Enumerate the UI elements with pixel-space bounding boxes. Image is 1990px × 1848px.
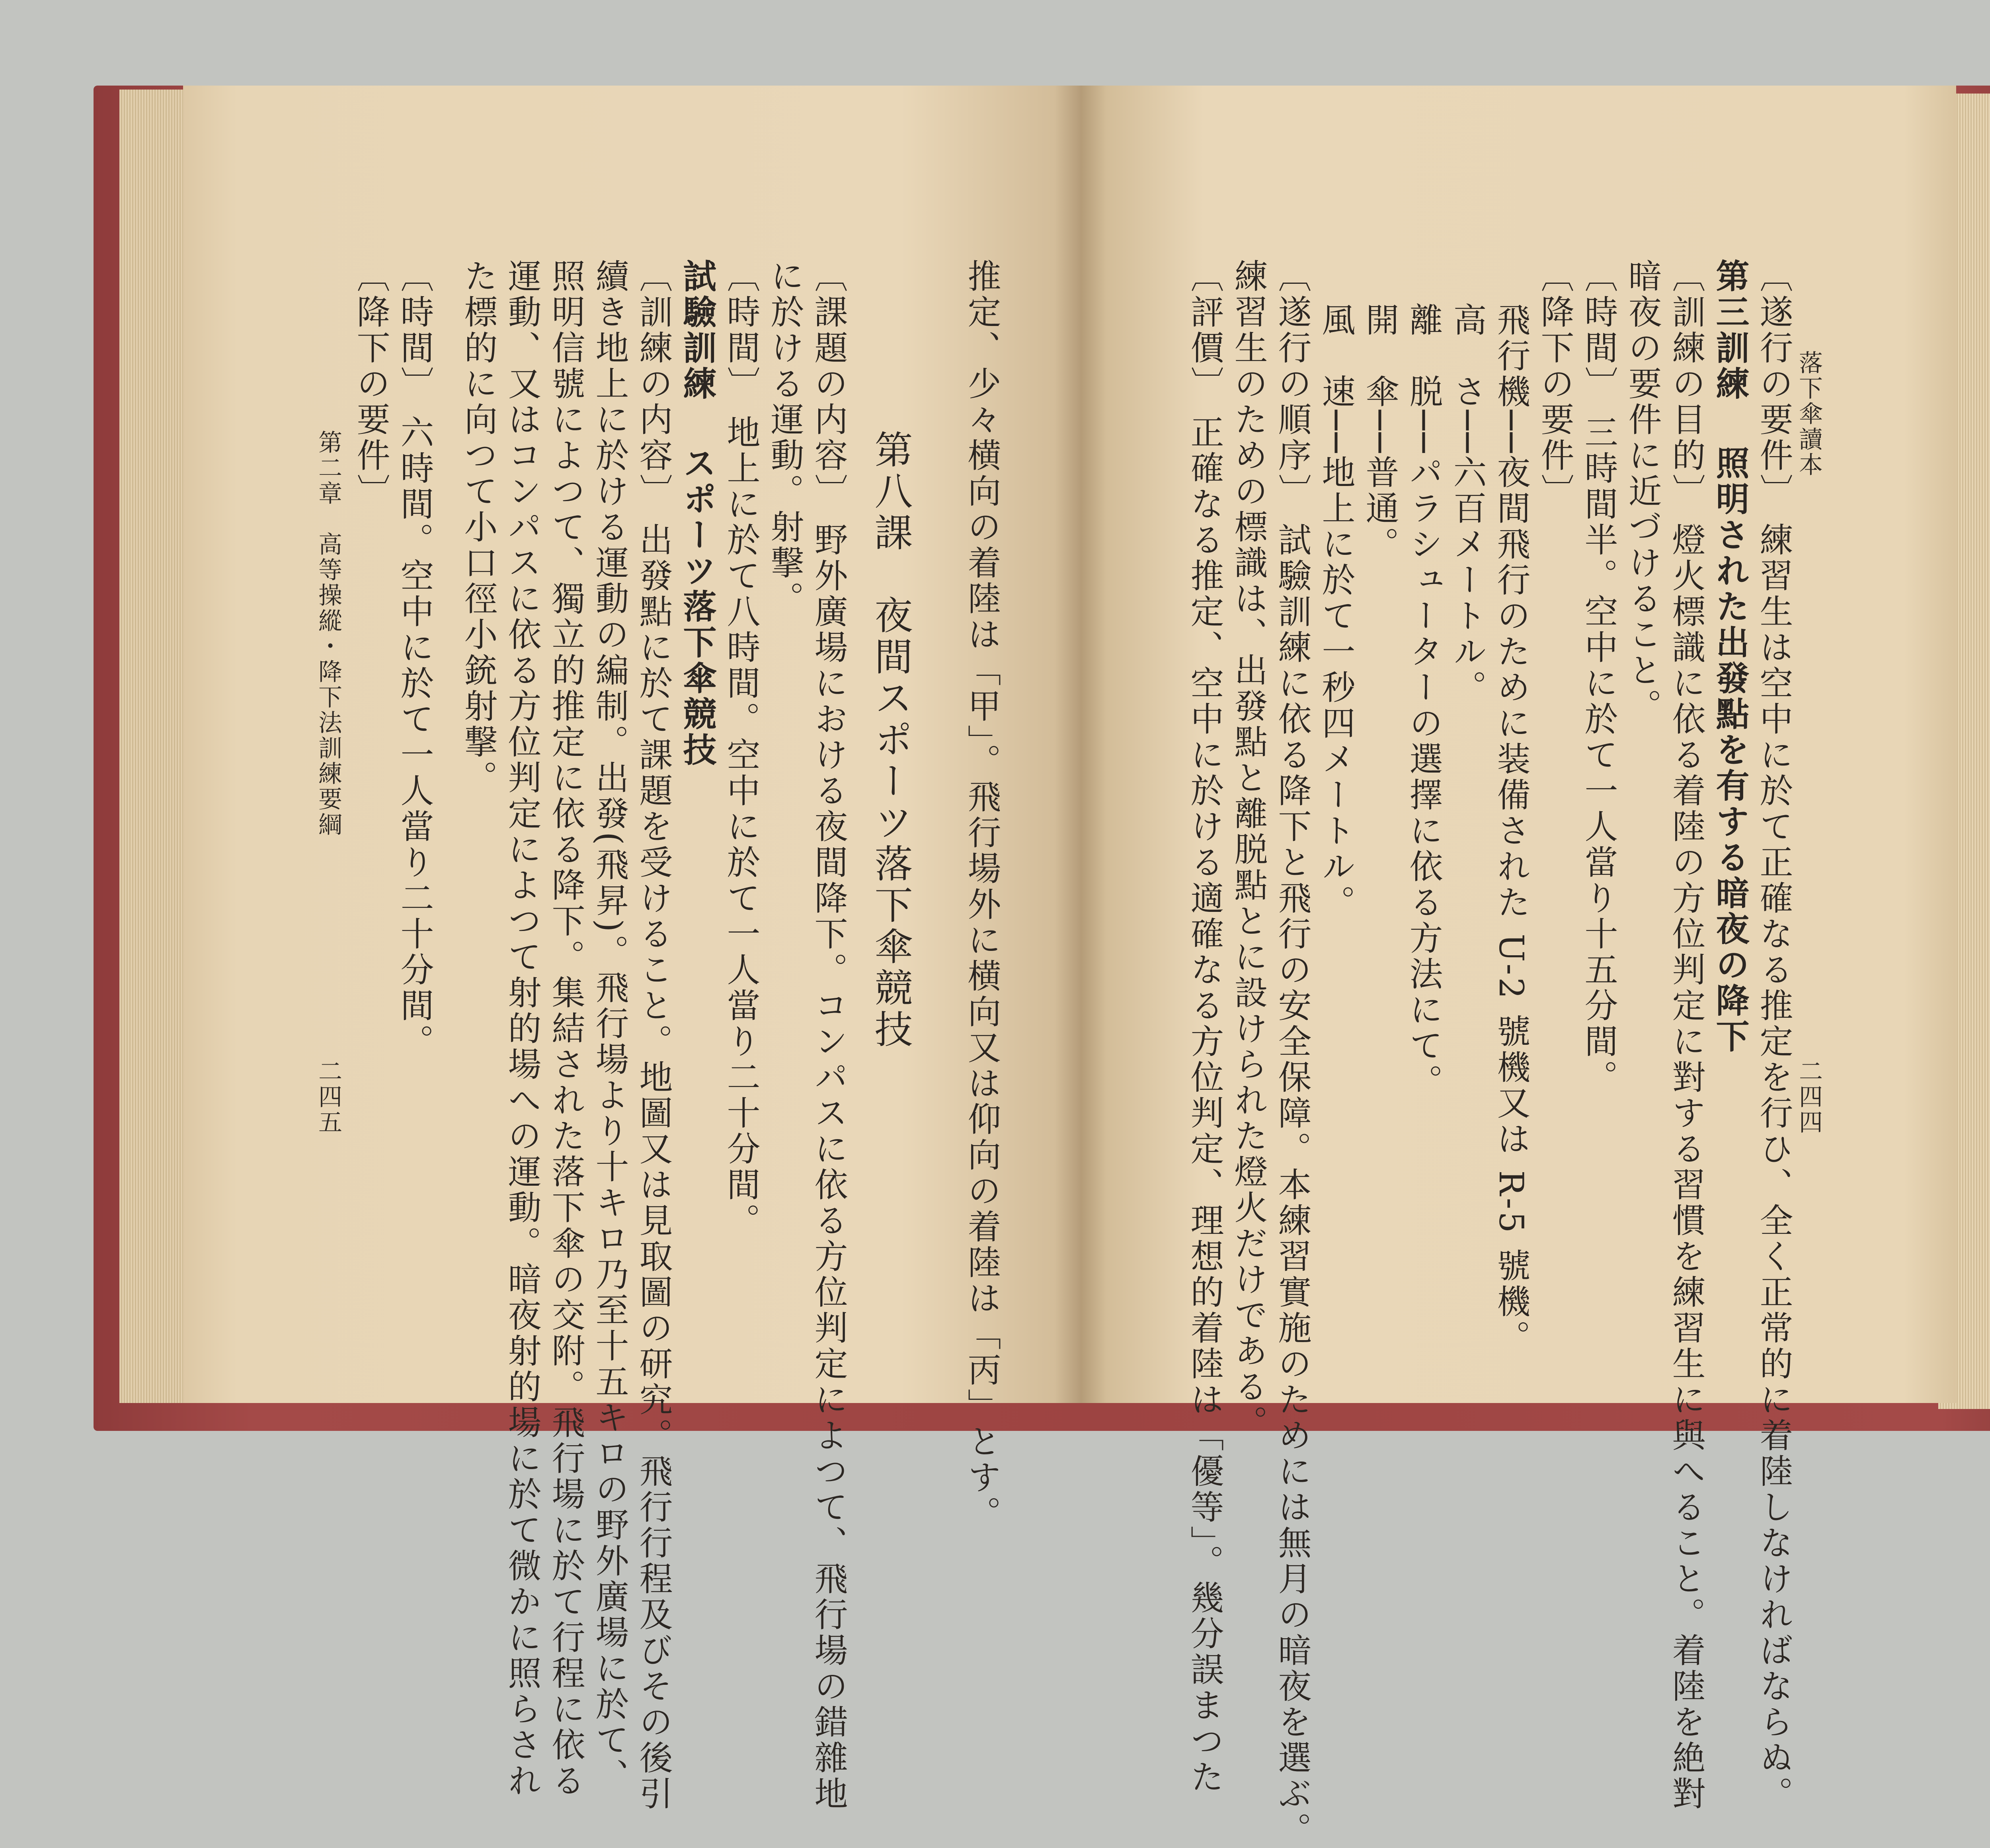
book-gutter (1055, 86, 1106, 1403)
text-line: 〔課題の内容〕 野外廣場における夜間降下。コンパスに依る方位判定によつて、飛行場の錯雜地 (809, 259, 848, 1812)
text-line: 〔訓練の目的〕 燈火標識に依る着陸の方位判定に對する習慣を練習生に與へること。着陸を絶對 (1667, 259, 1706, 1812)
text-line: 練習生のための標識は、出發點と離脱點とに設けられた燈火だけである。 (1229, 259, 1268, 1441)
text-line: 〔時間〕 三時間半。空中に於て一人當り十五分間。 (1579, 259, 1618, 1096)
text-line: 推定、少々横向の着陸は「甲」。飛行場外に横向又は仰向の着陸は「丙」とす。 (962, 259, 1001, 1532)
running-header: 落下傘讀本 (1795, 350, 1823, 478)
section-label: 第三訓練 (1711, 259, 1750, 402)
section-title: 照明された出發點を有する暗夜の降下 (1711, 446, 1750, 1055)
text-line: 〔遂行の順序〕 試驗訓練に依る降下と飛行の安全保障。本練習實施のためには無月の暗夜を選ぶ。 (1273, 259, 1312, 1848)
section-heading-left (678, 259, 717, 768)
text-line: 離 脱──パラシューターの選擇に依る方法にて。 (1404, 302, 1443, 1100)
text-line: 高 さ──六百メートル。 (1448, 302, 1487, 706)
page-edges-left (119, 90, 189, 1403)
text-line: 續き地上に於ける運動の編制。出發(飛昇)。飛行場より十キロ乃至十五キロの野外廣場に於て、 (590, 259, 629, 1794)
text-line: 飛行機──夜間飛行のために装備された U-2 號機又は R-5 號機。 (1492, 302, 1531, 1356)
lesson-title: 第八課 夜間スポーツ落下傘競技 (868, 430, 913, 1051)
text-line: 〔時間〕 六時間。空中に於て一人當り二十分間。 (395, 259, 434, 1060)
text-line: 照明信號によつて、獨立的推定に依る降下。集結された落下傘の交附。飛行場に於て行程に依る (546, 259, 585, 1799)
text-line: 〔降下の要件〕 (351, 259, 390, 509)
text-line: 〔評價〕 正確なる推定、空中に於ける適確なる方位判定、理想的着陸は「優等」。幾分誤まつた (1185, 259, 1224, 1795)
text-line: 〔降下の要件〕 (1535, 259, 1574, 509)
page-number-left: 二四五 (314, 1059, 342, 1135)
text-line: 〔訓練の内容〕 出發點に於て課題を受けること。地圖又は見取圖の研究。飛行行程及びその後引 (634, 259, 673, 1812)
text-line: に於ける運動。射撃。 (765, 259, 804, 617)
section-label: 試驗訓練 (678, 259, 717, 402)
text-line: 〔遂行の要件〕 練習生は空中に於て正確なる推定を行ひ、全く正常的に着陸しなければならぬ。 (1754, 259, 1793, 1812)
section-heading-right (1711, 259, 1750, 1055)
text-line: 暗夜の要件に近づけること。 (1623, 259, 1662, 724)
text-line: 風 速──地上に於て一秒四メートル。 (1317, 302, 1356, 921)
page-number-right: 二四四 (1795, 1059, 1823, 1135)
text-line: た標的に向つて小口徑小銃射撃。 (459, 259, 498, 796)
section-title: スポーツ落下傘競技 (678, 446, 717, 768)
text-line: 〔時間〕 地上に於て八時間。空中に於て一人當り二十分間。 (722, 259, 761, 1239)
text-line: 開 傘──普通。 (1360, 302, 1399, 563)
text-line: 運動、又はコンパスに依る方位判定によつて射的場への運動。暗夜射的場に於て微かに照らされ (503, 259, 542, 1799)
running-footer: 第二章 高等操縱・降下法訓練要綱 (314, 430, 342, 837)
